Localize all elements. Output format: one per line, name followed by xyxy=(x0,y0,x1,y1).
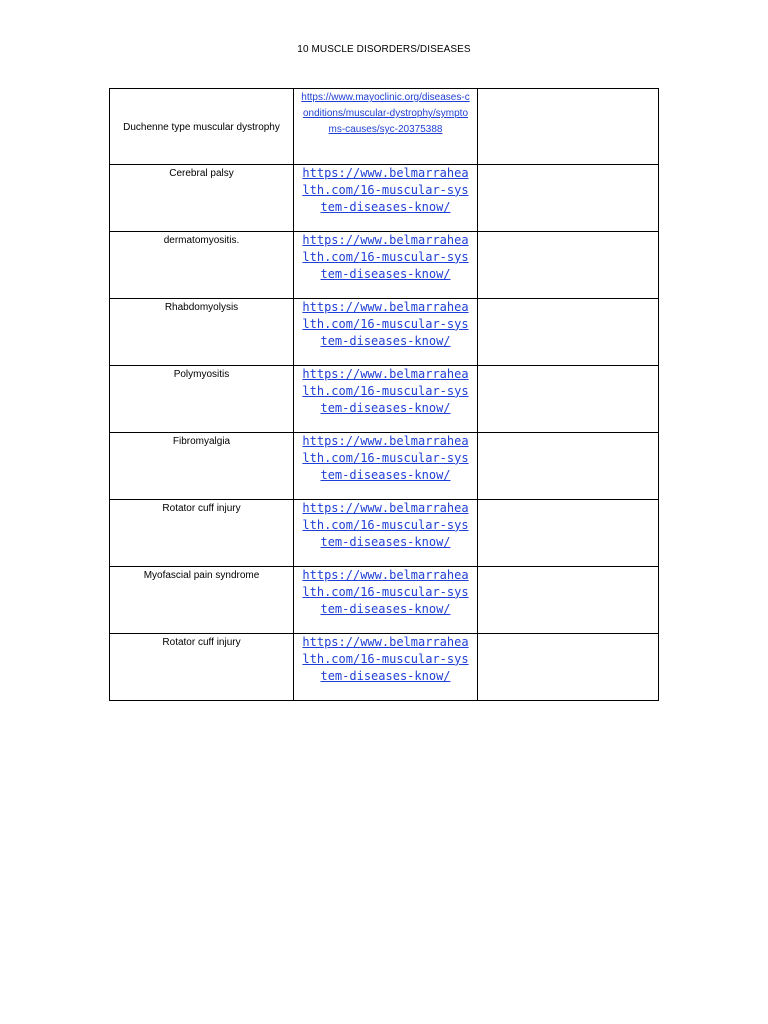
table-row xyxy=(110,567,659,634)
table-row xyxy=(110,299,659,366)
disorder-name: Rotator cuff injury xyxy=(162,637,241,648)
reference-link-cell xyxy=(294,567,478,634)
disorder-name: Fibromyalgia xyxy=(172,436,231,447)
reference-link-cell xyxy=(294,433,478,500)
notes-cell xyxy=(478,634,659,701)
reference-link[interactable]: https://www.belmarrahealth.com/16-muscular-system-diseases-know/ xyxy=(302,300,469,348)
table-row xyxy=(110,232,659,299)
table-row xyxy=(110,89,659,165)
table-row xyxy=(110,165,659,232)
disorder-name: Rhabdomyolysis xyxy=(164,302,239,313)
notes-cell xyxy=(478,567,659,634)
disorder-name-cell xyxy=(110,433,294,500)
disorder-name: Myofascial pain syndrome xyxy=(143,570,260,581)
disorder-name: dermatomyositis. xyxy=(163,235,240,246)
disorder-name-cell xyxy=(110,634,294,701)
notes-cell xyxy=(478,500,659,567)
reference-link-cell xyxy=(294,500,478,567)
reference-link[interactable]: https://www.mayoclinic.org/diseases-conditions/muscular-dystrophy/symptoms-causes/syc-20375388 xyxy=(301,92,470,135)
disorder-name: Rotator cuff injury xyxy=(162,503,241,514)
disorders-table xyxy=(109,88,659,701)
disorder-name: Polymyositis xyxy=(173,369,230,380)
disorder-name-cell xyxy=(110,165,294,232)
reference-link-cell xyxy=(294,366,478,433)
disorder-name-cell xyxy=(110,366,294,433)
reference-link[interactable]: https://www.belmarrahealth.com/16-muscular-system-diseases-know/ xyxy=(302,367,469,415)
reference-link[interactable]: https://www.belmarrahealth.com/16-muscular-system-diseases-know/ xyxy=(302,434,469,482)
reference-link-cell xyxy=(294,89,478,165)
reference-link-cell xyxy=(294,232,478,299)
disorder-name-cell xyxy=(110,299,294,366)
reference-link[interactable]: https://www.belmarrahealth.com/16-muscular-system-diseases-know/ xyxy=(302,568,469,616)
disorder-name-cell xyxy=(110,89,294,165)
reference-link-cell xyxy=(294,165,478,232)
disorder-name: Duchenne type muscular dystrophy xyxy=(123,122,280,133)
reference-link-cell xyxy=(294,634,478,701)
notes-cell xyxy=(478,89,659,165)
reference-link-cell xyxy=(294,299,478,366)
table-row xyxy=(110,500,659,567)
notes-cell xyxy=(478,366,659,433)
disorder-name: Cerebral palsy xyxy=(169,168,234,179)
notes-cell xyxy=(478,433,659,500)
table-row xyxy=(110,433,659,500)
table-row xyxy=(110,634,659,701)
reference-link[interactable]: https://www.belmarrahealth.com/16-muscular-system-diseases-know/ xyxy=(302,635,469,683)
notes-cell xyxy=(478,165,659,232)
table-row xyxy=(110,366,659,433)
notes-cell xyxy=(478,299,659,366)
reference-link[interactable]: https://www.belmarrahealth.com/16-muscular-system-diseases-know/ xyxy=(302,501,469,549)
reference-link[interactable]: https://www.belmarrahealth.com/16-muscular-system-diseases-know/ xyxy=(302,233,469,281)
reference-link[interactable]: https://www.belmarrahealth.com/16-muscular-system-diseases-know/ xyxy=(302,166,469,214)
disorder-name-cell xyxy=(110,232,294,299)
disorder-name-cell xyxy=(110,567,294,634)
disorder-name-cell xyxy=(110,500,294,567)
document-title: 10 MUSCLE DISORDERS/DISEASES xyxy=(297,44,471,55)
notes-cell xyxy=(478,232,659,299)
